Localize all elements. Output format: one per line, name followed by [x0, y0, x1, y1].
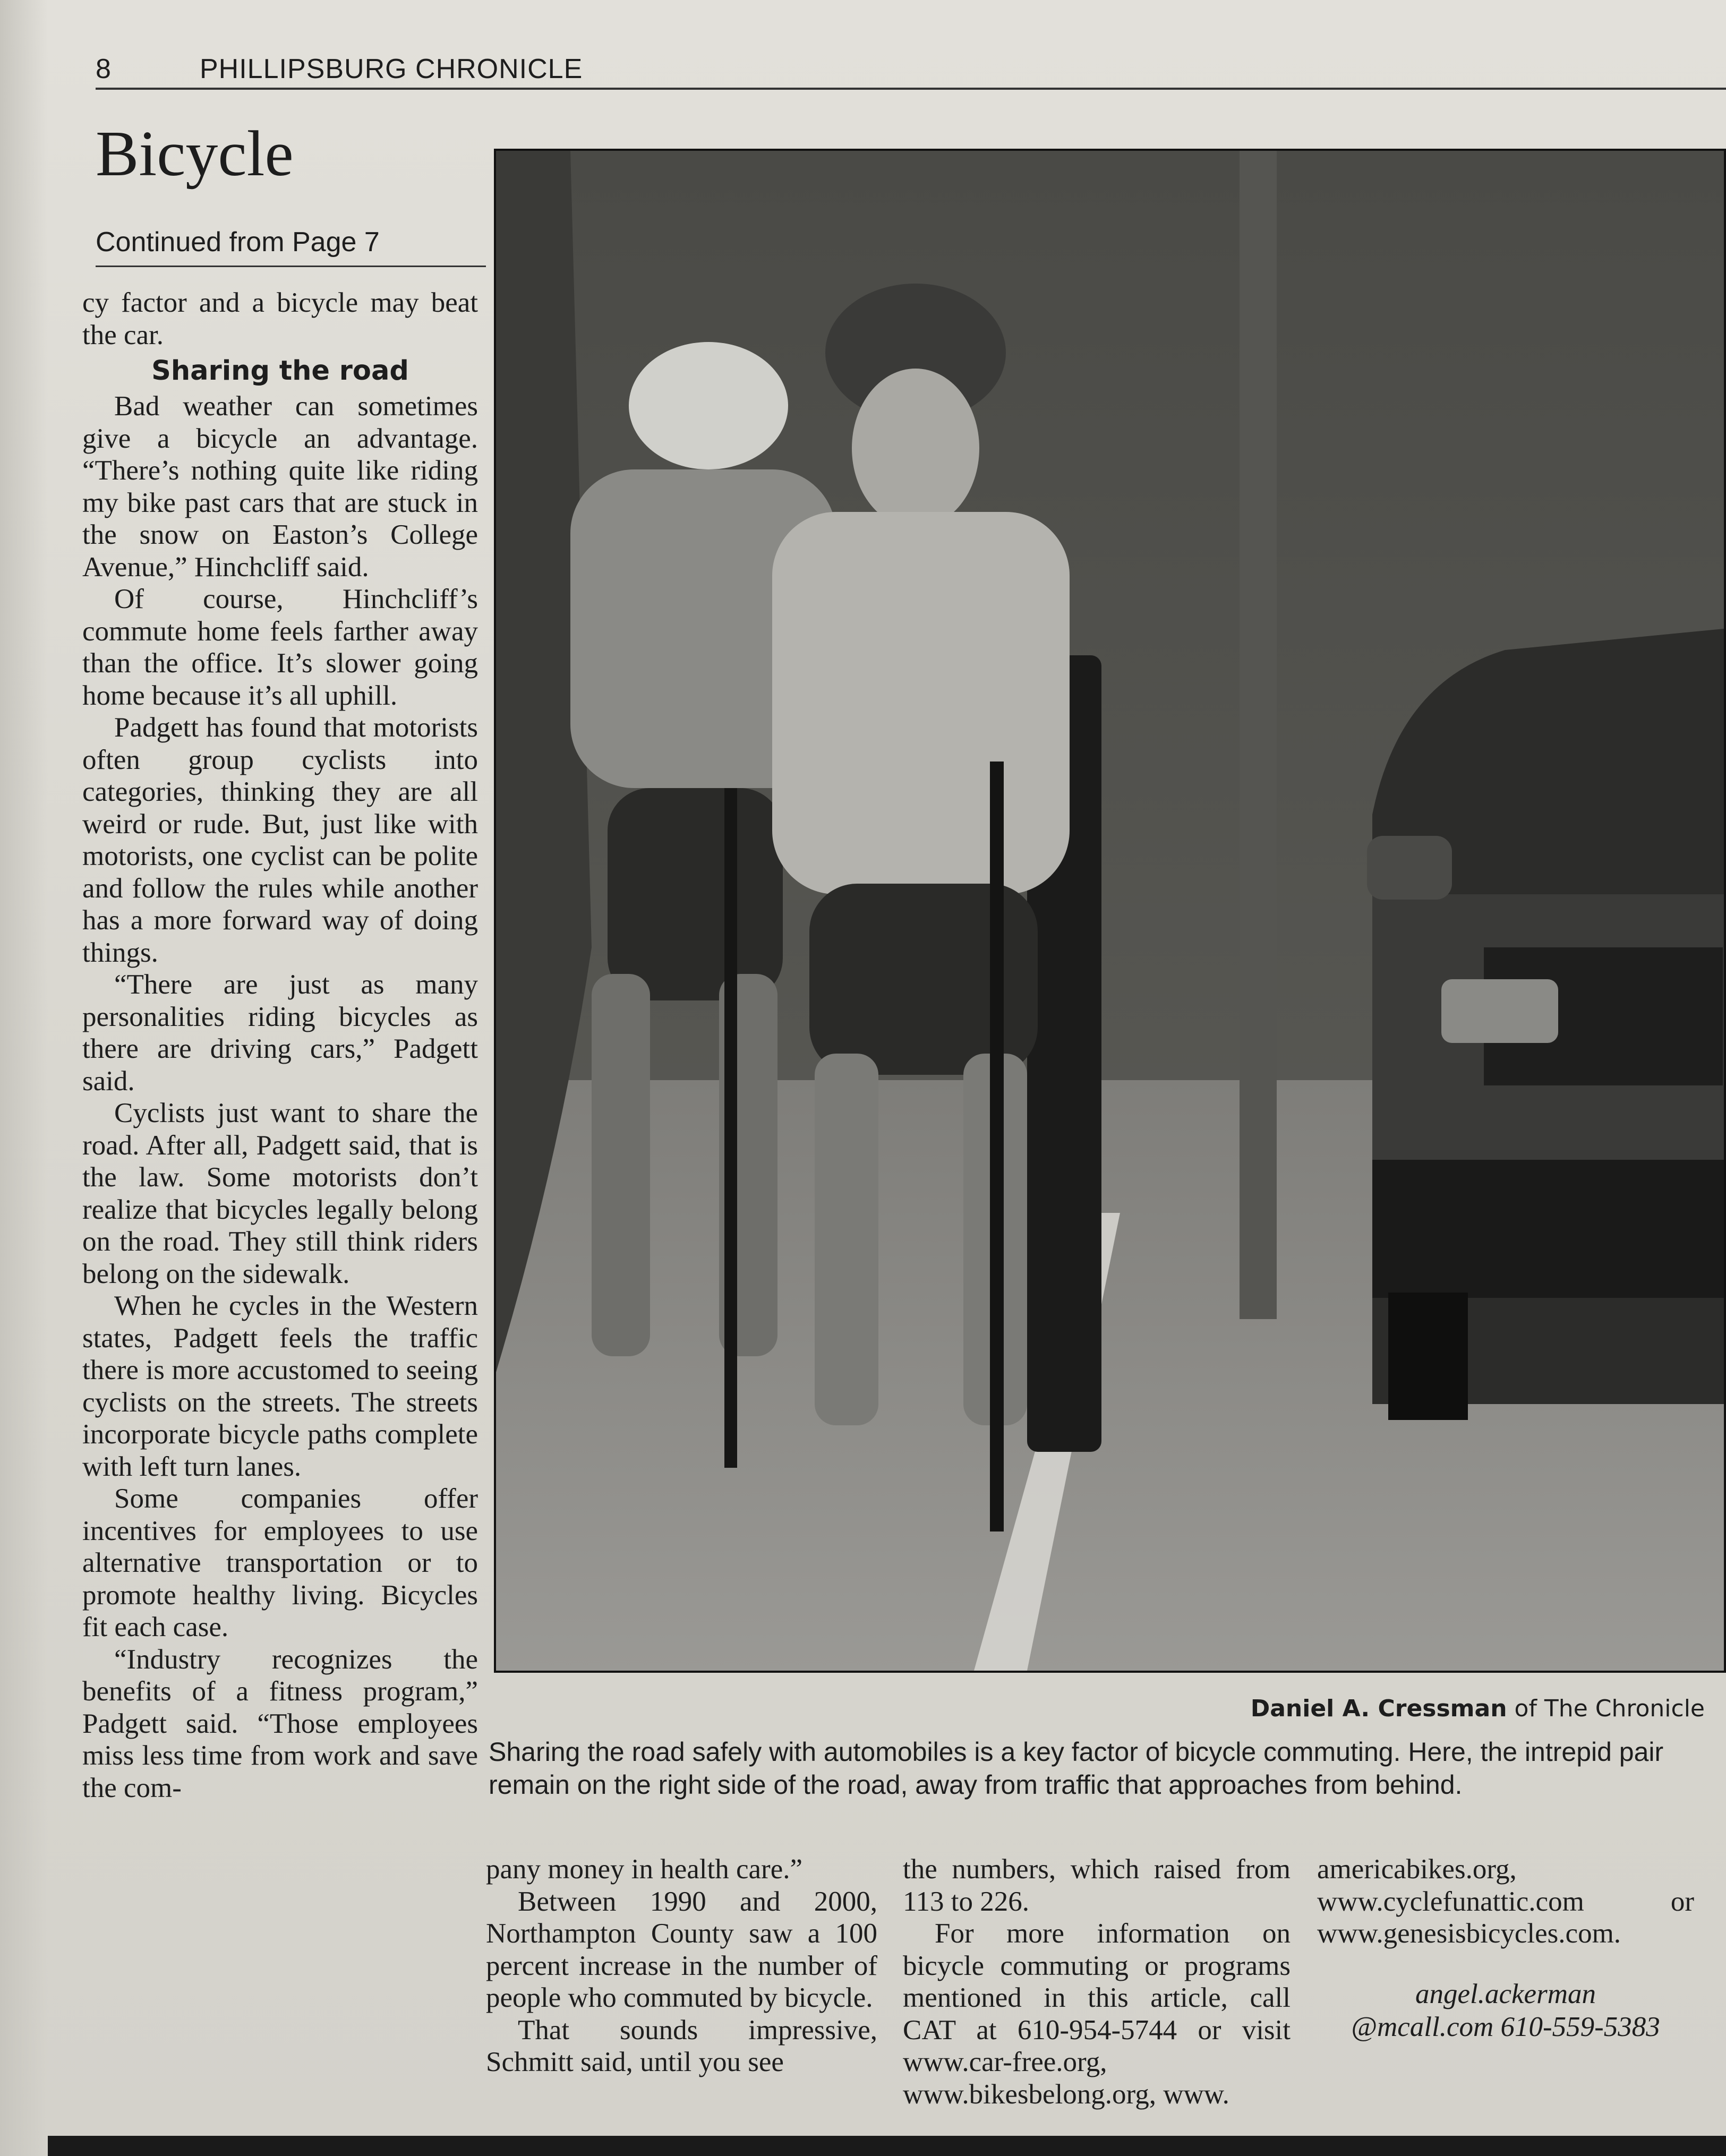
page-bottom-band [48, 2136, 1726, 2156]
publication-name: PHILLIPSBURG CHRONICLE [200, 54, 583, 84]
paragraph: “Industry recognizes the benefits of a fitness program,” Padgett said. “Those employees miss less time from work and save the com- [82, 1644, 478, 1803]
paragraph: That sounds impressive, Schmitt said, until you see [486, 2014, 877, 2077]
paragraph: pany money in health care.” [486, 1854, 802, 1885]
author-signature [1317, 1978, 1694, 2043]
author-contact: @mcall.com 610-559-5383 [1351, 2011, 1660, 2042]
text-column-4 [1317, 1853, 1694, 2043]
photo-caption: Sharing the road safely with automobiles is a key factor of bicycle commuting. Here, the intrepid pair remain on the right side of the road, away from traffic that approaches from behind. [489, 1737, 1664, 1800]
photo-organization: of The Chronicle [1507, 1695, 1705, 1722]
paragraph: “There are just as many personalities riding bicycles as there are driving cars,” Padgett said. [82, 969, 478, 1097]
article-headline: Bicycle [96, 118, 294, 190]
text-column-2 [486, 1853, 877, 2078]
jump-line: Continued from Page 7 [96, 222, 486, 267]
paragraph: the numbers, which raised from 113 to 226. [903, 1854, 1291, 1917]
photographer-name: Daniel A. Cressman [1250, 1695, 1507, 1722]
paragraph: Some companies offer incentives for employees to use alternative transportation or to promote healthy living. Bicycles fit each case. [82, 1483, 478, 1642]
subheading: Sharing the road [151, 355, 409, 387]
paragraph: When he cycles in the Western states, Padgett feels the traffic there is more accustomed to seeing cyclists on the streets. The streets incorporate bicycle paths complete with left turn lanes. [82, 1290, 478, 1482]
paragraph: Of course, Hinchcliff’s commute home feels farther away than the office. It’s slower going home because it’s all uphill. [82, 584, 478, 711]
photo-credit [1062, 1693, 1705, 1725]
paragraph: Between 1990 and 2000, Northampton County saw a 100 percent increase in the number of people who commuted by bicycle. [486, 1886, 877, 2013]
author-email: angel.ackerman [1415, 1978, 1596, 2009]
text-column-3 [903, 1853, 1291, 2110]
paragraph: Padgett has found that motorists often group cyclists into categories, thinking they are all weird or rude. But, just like with motorists, one cyclist can be polite and follow the rules while another has a more forward way of doing things. [82, 712, 478, 968]
paragraph: Bad weather can sometimes give a bicycle an advantage. “There’s nothing quite like riding my bike past cars that are stuck in the snow on Easton’s College Avenue,” Hinchcliff said. [82, 391, 478, 583]
paragraph: cy factor and a bicycle may beat the car. [82, 287, 478, 350]
cyclists-photo [494, 149, 1726, 1673]
cyclists-illustration [496, 151, 1724, 1671]
paragraph: For more information on bicycle commuting or programs mentioned in this article, call CAT at 610-954-5744 or visit www.car-free.org, www.bikesbelong.org, www. [903, 1918, 1291, 2110]
text-column-1 [82, 287, 478, 1804]
page-number: 8 [96, 54, 111, 84]
page-header [96, 50, 1726, 90]
paragraph: Cyclists just want to share the road. After all, Padgett said, that is the law. Some motorists don’t realize that bicycles legally belong on the road. They still think riders belong on the sidewalk. [82, 1098, 478, 1289]
paragraph: americabikes.org, www.cyclefunattic.com or www.genesisbicycles.com. [1317, 1854, 1694, 1949]
